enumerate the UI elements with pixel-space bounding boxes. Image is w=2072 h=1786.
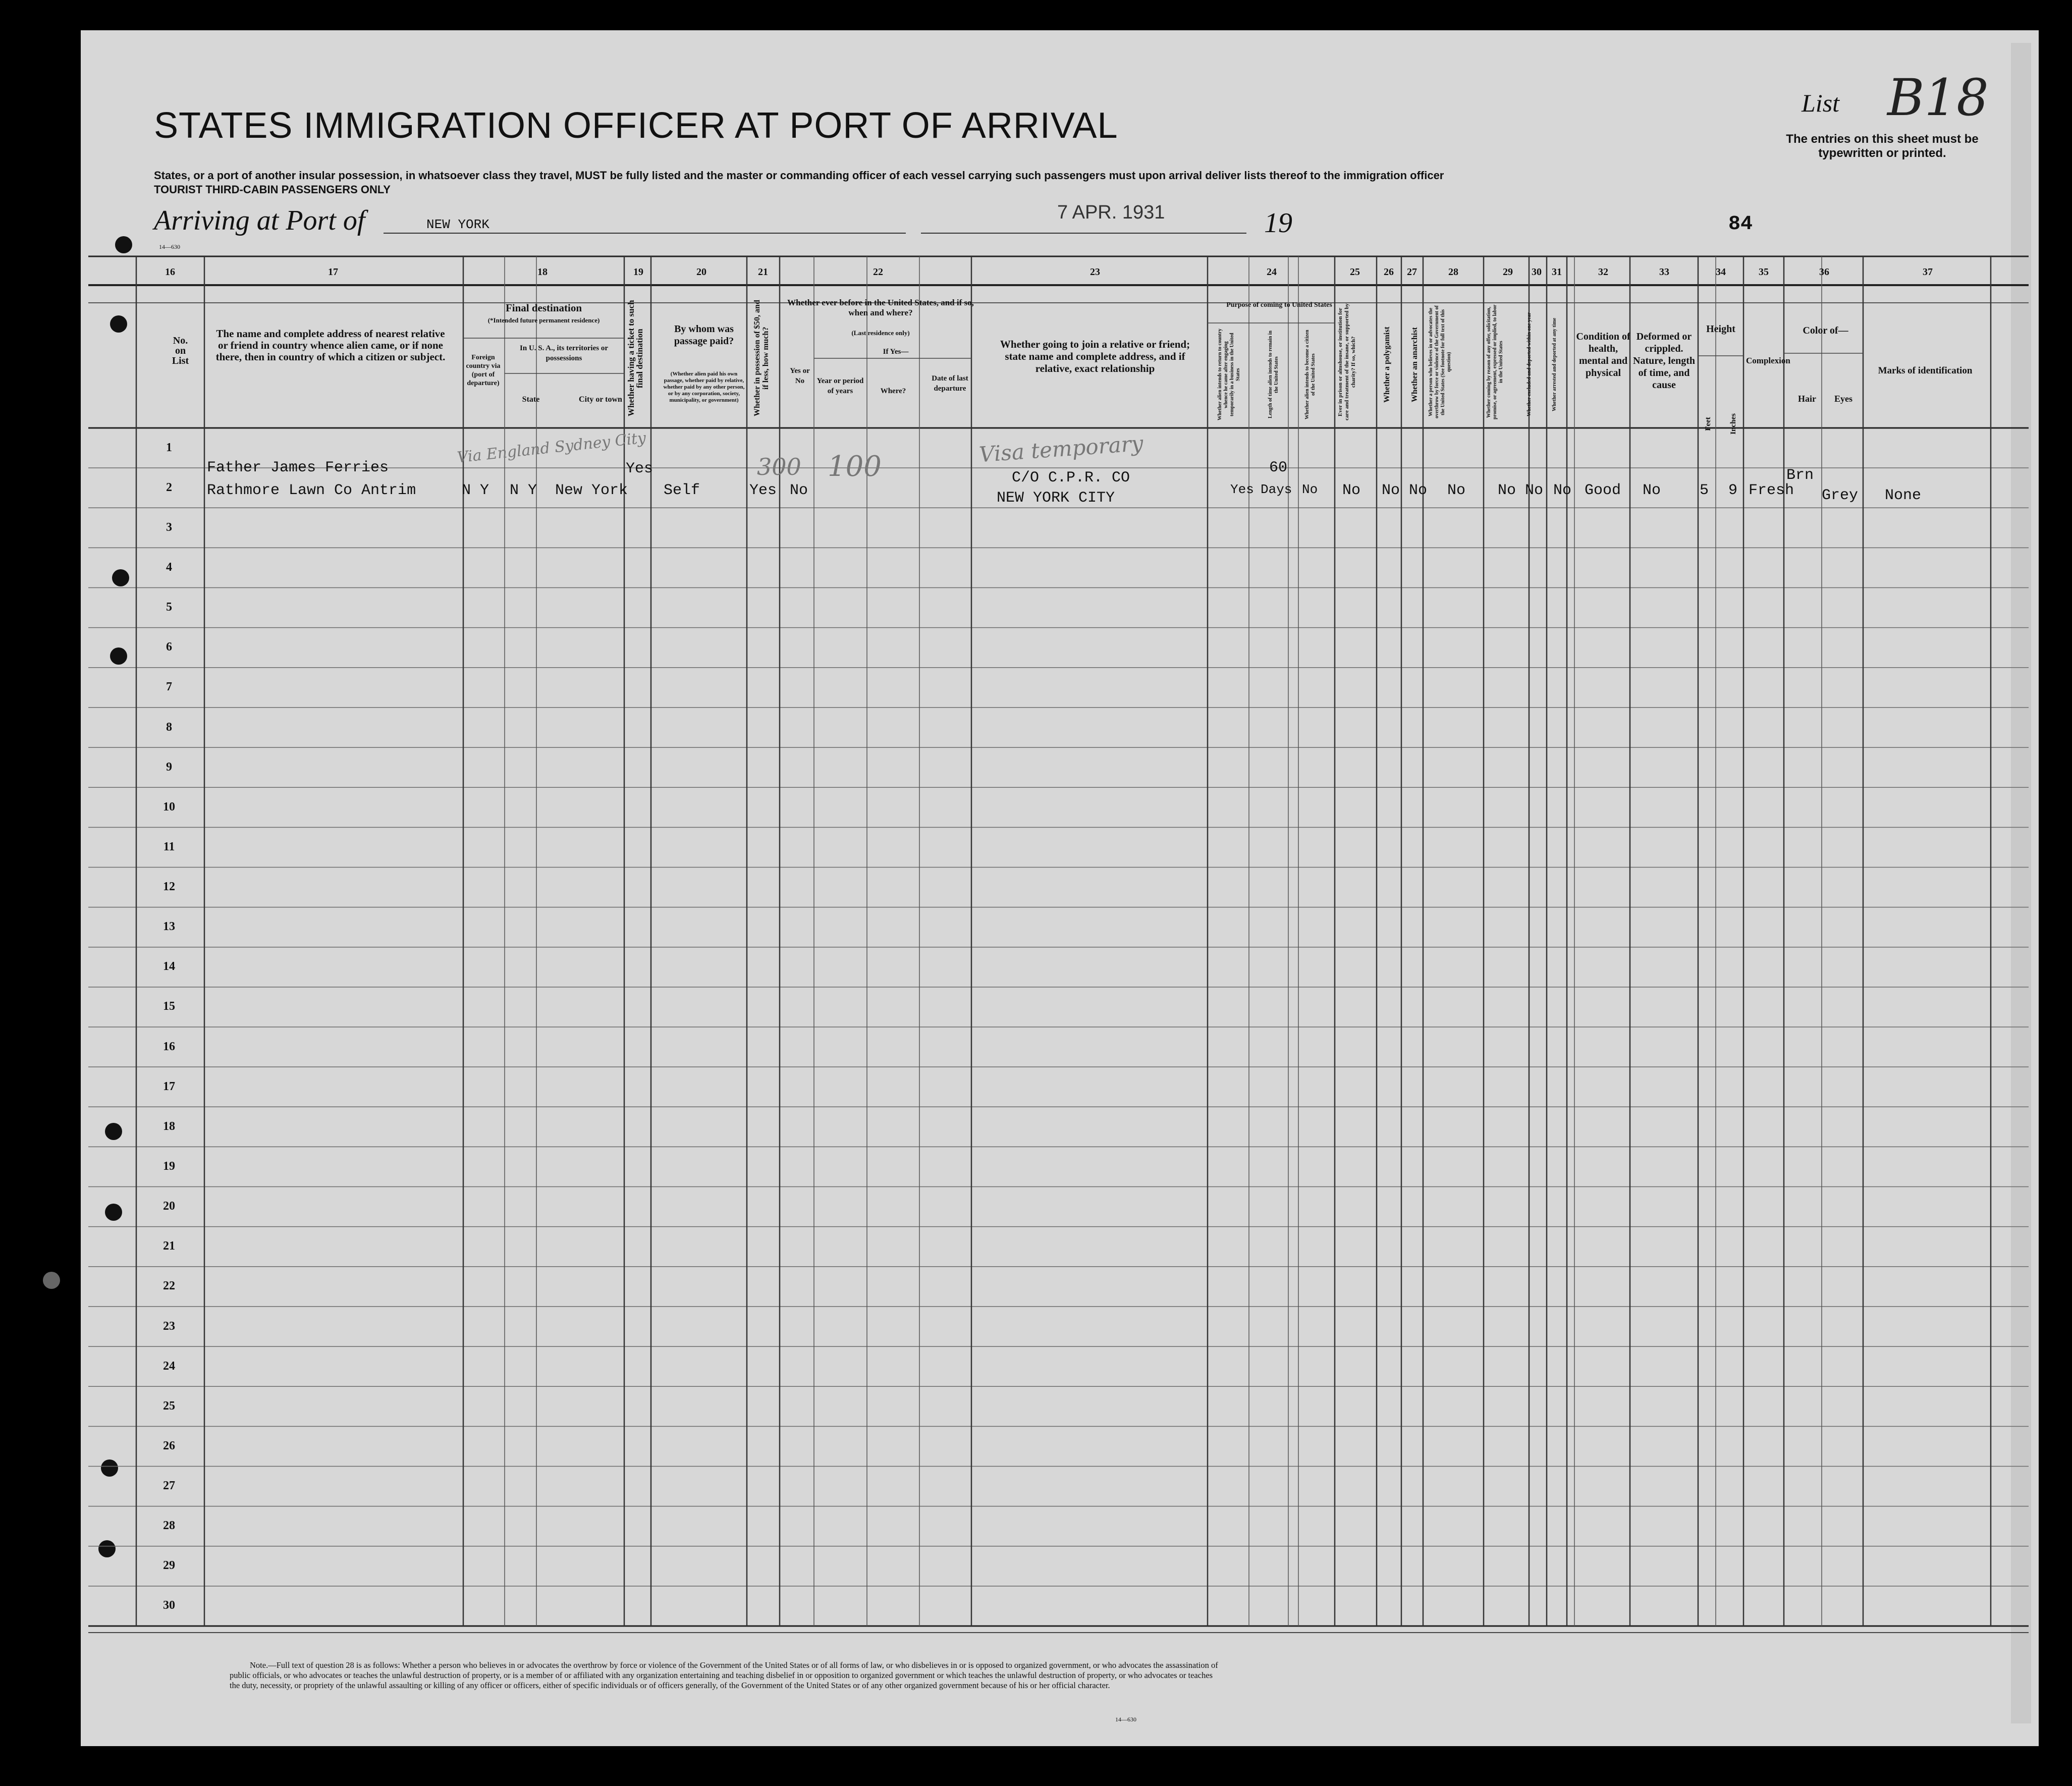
column-number: 35 <box>1759 266 1769 278</box>
class-line: TOURIST THIRD-CABIN PASSENGERS ONLY <box>154 183 391 196</box>
header-state: State <box>522 395 540 404</box>
column-number: 20 <box>696 266 706 278</box>
row-number: 30 <box>163 1599 175 1612</box>
header-before-if-yes: If Yes— <box>883 348 909 356</box>
purpose-return-value: Yes <box>1230 482 1254 497</box>
row-number: 15 <box>163 1000 175 1013</box>
header-eyes: Eyes <box>1834 394 1852 404</box>
row-number: 16 <box>163 1040 175 1053</box>
header-purpose-return: Whether alien intends to return to country whence he came after engaging temporarily in a business in the United States <box>1217 329 1241 421</box>
header-passage-note: (Whether alien paid his own passage, whether paid by relative, whether paid by any other person, or by any corporation, society, municipality, or government) <box>663 371 745 403</box>
row-number: 10 <box>163 800 175 814</box>
header-before-where: Where? <box>880 387 906 395</box>
header-deported: Whether arrested and deported at any time <box>1552 317 1557 412</box>
polygamist-value: No <box>1382 482 1400 499</box>
header-height-inches: Inches <box>1729 413 1737 435</box>
footnote: Note.—Full text of question 28 is as follows: Whether a person who believes in or advocates the overthrow by force or violence of the Government of the United States or of all forms of law, or who disbelieves in or is opposed to organized government, or who advocates the assassination of public officials, or who advocates or teaches the unlawful destruction of property, or is a member of or affiliated with any organization entertaining and teaching disbelief in or opposition to organized government or which teaches the unlawful destruction of property, or who advocates or teaches the duty, necessity, or propriety of the unlawful assaulting or killing of any officer or officers, either of specific individuals or of officers generally, of the Government of the United States or of any other organized government because of his or her official character. <box>230 1660 1218 1690</box>
eyes-value: Grey <box>1822 487 1859 504</box>
header-ticket: Whether having a ticket to such final destination <box>626 300 644 417</box>
header-final-destination: Final destination <box>505 302 582 314</box>
header-labor-offer: Whether coming by reason of any offer, solicitation, promise, or agreement, expressed or implied, to labor in the United States <box>1486 304 1504 420</box>
row-number: 29 <box>163 1559 175 1573</box>
row-number: 17 <box>163 1079 175 1093</box>
row-number: 20 <box>163 1200 175 1213</box>
header-excluded: Whether excluded and deported within one year <box>1526 312 1532 417</box>
annotation-years: 100 <box>828 450 882 483</box>
page-number: 84 <box>1728 213 1753 236</box>
annotation-money: 300 <box>757 453 801 480</box>
relative-address: Rathmore Lawn Co Antrim <box>207 482 416 499</box>
join-line2: NEW YORK CITY <box>997 490 1115 507</box>
header-anarchist: Whether an anarchist <box>1410 327 1419 402</box>
before-value: No <box>790 482 808 499</box>
column-number: 33 <box>1659 266 1669 278</box>
row-number: 23 <box>163 1319 175 1333</box>
ticket-value: Yes <box>626 460 653 477</box>
list-label: List <box>1802 89 1840 117</box>
header-height: Height <box>1706 323 1735 335</box>
hair-value: Brn <box>1786 467 1814 484</box>
labor-offer-value: No <box>1498 482 1516 499</box>
relative-name: Father James Ferries <box>207 459 389 476</box>
row-number: 28 <box>163 1519 175 1533</box>
header-purpose-length: Length of time alien intends to remain in the United States <box>1268 331 1279 419</box>
list-value: B18 <box>1887 68 1989 127</box>
footer-code: 14—630 <box>1115 1716 1136 1723</box>
header-before-date: Date of last departure <box>932 374 968 393</box>
row-number: 5 <box>166 601 172 614</box>
complexion-value: Fresh <box>1749 482 1794 499</box>
column-number: 27 <box>1407 266 1417 278</box>
row-number: 6 <box>166 640 172 654</box>
column-number: 34 <box>1716 266 1726 278</box>
row-number: 4 <box>166 560 172 574</box>
row-number: 18 <box>163 1119 175 1133</box>
header-overthrow: Whether a person who believes in or advocates the overthrow by force or violence of the Government of the United States (See footnote for full text of this question) <box>1428 305 1452 419</box>
column-number: 30 <box>1532 266 1542 278</box>
header-purpose-title: Purpose of coming to United States <box>1226 301 1332 309</box>
header-foreign-country: Foreign country via (port of departure) <box>466 354 501 387</box>
header-purpose-citizen: Whether alien intends to become a citizen of the United States <box>1304 330 1316 420</box>
column-number: 32 <box>1598 266 1608 278</box>
row-number: 25 <box>163 1399 175 1413</box>
header-health: Condition of health, mental and physical <box>1576 331 1630 378</box>
header-complexion: Complexion <box>1746 356 1790 365</box>
port-value: NEW YORK <box>426 217 489 232</box>
row-number: 11 <box>163 840 175 853</box>
column-number: 28 <box>1448 266 1458 278</box>
row-number: 14 <box>163 960 175 973</box>
row-number: 3 <box>166 520 172 534</box>
row-number: 19 <box>163 1159 175 1173</box>
header-relative: The name and complete address of nearest relative or friend in country whence alien came, or if none there, then in country of which a citizen or subject. <box>215 328 446 363</box>
header-money: Whether in possession of $50, and if less, how much? <box>753 300 770 417</box>
date-stamp: 7 APR. 1931 <box>1057 202 1165 223</box>
prison-value: No <box>1342 482 1361 499</box>
deformed-value: No <box>1643 482 1661 499</box>
column-number: 23 <box>1090 266 1100 278</box>
header-passage-title: By whom was passage paid? <box>674 323 734 347</box>
row-number: 8 <box>166 720 172 734</box>
destination-city: New York <box>555 482 628 499</box>
column-number: 24 <box>1267 266 1277 278</box>
header-in-usa: In U. S. A., its territories or possessions <box>520 344 608 362</box>
overthrow-value: No <box>1447 482 1466 499</box>
row-number: 21 <box>163 1239 175 1253</box>
header-color-of: Color of— <box>1803 325 1848 336</box>
subtitle: States, or a port of another insular possession, in whatsoever class they travel, MUST be fully listed and the master or commanding officer of each vessel carrying such passengers must upon arrival deliver lists thereof to the immigration officer <box>154 169 1444 182</box>
header-before-note: (Last residence only) <box>851 329 910 337</box>
row-number: 12 <box>163 880 175 894</box>
header-deformed: Deformed or crippled. Nature, length of time, and cause <box>1633 331 1695 391</box>
destination-state: N Y <box>510 482 537 499</box>
annotation-destination: Via England Sydney City <box>456 429 647 467</box>
anarchist-value: No <box>1409 482 1428 499</box>
purpose-length-unit: Days <box>1261 482 1292 497</box>
header-city: City or town <box>579 395 622 404</box>
column-number: 31 <box>1552 266 1562 278</box>
page-title: STATES IMMIGRATION OFFICER AT PORT OF ARRIVAL <box>154 105 1118 146</box>
column-number: 29 <box>1503 266 1513 278</box>
column-number: 18 <box>537 266 548 278</box>
row-number: 13 <box>163 920 175 934</box>
header-no-on-list: No. on List <box>172 335 189 366</box>
header-hair: Hair <box>1798 394 1816 404</box>
annotation-join: Visa temporary <box>978 430 1144 467</box>
header-height-feet: Feet <box>1704 417 1712 431</box>
year-prefix: 19 <box>1264 207 1292 239</box>
column-number: 16 <box>165 266 175 278</box>
header-before-year: Year or period of years <box>816 377 864 395</box>
header-polygamist: Whether a polygamist <box>1383 327 1391 403</box>
join-line1: C/O C.P.R. CO <box>1012 469 1130 486</box>
row-number: 27 <box>163 1479 175 1493</box>
header-before-title: Whether ever before in the United States, and if so, when and where? <box>787 298 974 317</box>
column-number: 22 <box>873 266 883 278</box>
row-number: 9 <box>166 760 172 774</box>
column-number: 25 <box>1350 266 1360 278</box>
row-number: 1 <box>166 441 172 454</box>
health-value: Good <box>1585 482 1621 499</box>
foreign-via: N Y <box>462 482 489 499</box>
excluded-value: No <box>1525 482 1544 499</box>
form-code-top: 14—630 <box>159 243 180 250</box>
deported-value: No <box>1553 482 1572 499</box>
list-note: The entries on this sheet must be typewritten or printed. <box>1786 132 1979 160</box>
row-number: 22 <box>163 1279 175 1293</box>
header-before-yes-no: Yes or No <box>790 367 810 385</box>
money-value: Yes <box>749 482 777 499</box>
passage-paid-value: Self <box>664 482 700 499</box>
purpose-citizen-value: No <box>1302 482 1318 497</box>
row-number: 26 <box>163 1439 175 1452</box>
purpose-length-num: 60 <box>1269 459 1288 476</box>
row-number: 2 <box>166 480 172 494</box>
column-number: 21 <box>758 266 768 278</box>
header-join: Whether going to join a relative or friend; state name and complete address, and if relative, exact relationship <box>1000 338 1190 374</box>
column-number: 19 <box>633 266 643 278</box>
column-number: 37 <box>1923 266 1933 278</box>
arriving-label: Arriving at Port of <box>154 205 365 236</box>
column-number: 17 <box>328 266 338 278</box>
marks-value: None <box>1885 487 1922 504</box>
row-number: 24 <box>163 1359 175 1373</box>
header-final-destination-note: (*Intended future permanent residence) <box>487 316 600 324</box>
column-number: 26 <box>1384 266 1394 278</box>
column-number: 36 <box>1819 266 1829 278</box>
height-inches-value: 9 <box>1728 482 1738 499</box>
header-marks: Marks of identification <box>1878 365 1973 376</box>
height-feet-value: 5 <box>1700 482 1709 499</box>
row-number: 7 <box>166 680 172 694</box>
header-prison: Ever in prison or almshouse, or institution for care and treatment of the insane, or supported by charity? If so, which? <box>1337 303 1356 421</box>
